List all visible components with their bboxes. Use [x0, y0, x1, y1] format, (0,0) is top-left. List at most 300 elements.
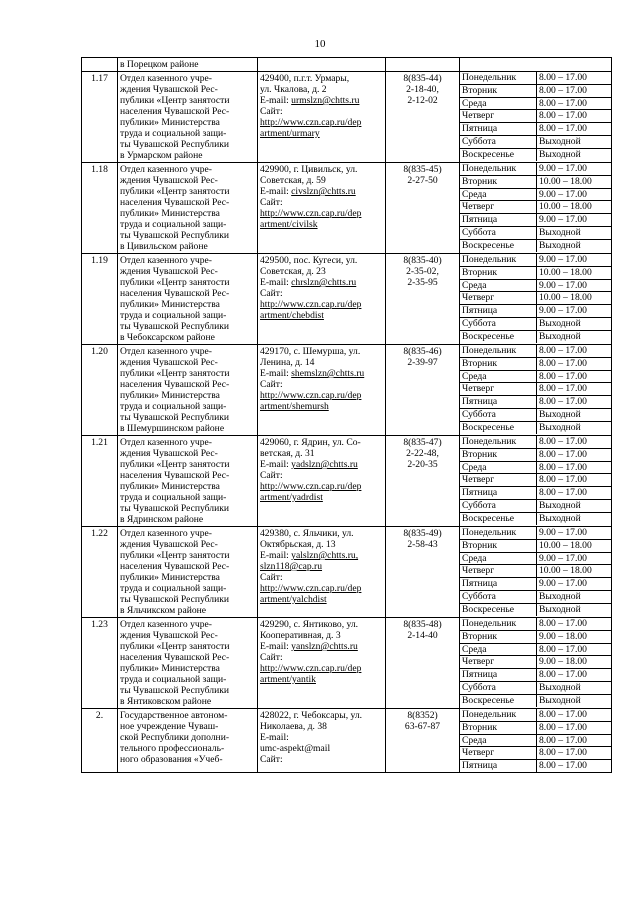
- schedule-day: Пятница: [460, 760, 537, 772]
- schedule-day: Воскресенье: [460, 603, 537, 615]
- org-line: населения Чувашской Рес-: [120, 197, 230, 208]
- schedule-row: [460, 123, 611, 136]
- phone-line: 8(835-47): [403, 437, 442, 448]
- org-line: публики» Министерства: [120, 299, 220, 310]
- address-text: 429060, г. Ядрин, ул. Со-: [260, 437, 361, 448]
- schedule-row: [460, 643, 611, 656]
- org-line: ждения Чувашской Рес-: [120, 539, 218, 550]
- website-link[interactable]: artment/yalchdist: [260, 594, 327, 605]
- org-line: ты Чувашской Республики: [120, 594, 230, 605]
- org-line: публики» Министерства: [120, 390, 220, 401]
- website-link[interactable]: artment/urmary: [260, 128, 320, 139]
- address-text: 429170, с. Шемурша, ул.: [260, 346, 361, 357]
- schedule-day: Вторник: [460, 630, 537, 643]
- schedule-day: Пятница: [460, 578, 537, 591]
- org-line: Отдел казенного учре-: [120, 73, 212, 84]
- schedule-row: [460, 734, 611, 747]
- schedule-day: Среда: [460, 734, 537, 747]
- email-line: [260, 95, 383, 106]
- address-text: 429380, с. Яльчики, ул.: [260, 528, 354, 539]
- org-line: труда и социальной защи-: [120, 583, 227, 594]
- schedule-day: Пятница: [460, 214, 537, 227]
- schedule-day: Пятница: [460, 487, 537, 500]
- website-link[interactable]: http://www.czn.cap.ru/dep: [260, 299, 362, 310]
- schedule-hours: 8.00 – 17.00: [539, 760, 587, 772]
- org-line: публики «Центр занятости: [120, 368, 230, 379]
- organization-name: [118, 709, 258, 773]
- schedule-day: Среда: [460, 370, 537, 383]
- org-line: ждения Чувашской Рес-: [120, 266, 218, 277]
- organization-name: [118, 163, 258, 254]
- email-label: E-mail:: [260, 459, 292, 470]
- org-line: Отдел казенного учре-: [120, 528, 212, 539]
- schedule-day: Понедельник: [460, 709, 537, 721]
- website-link[interactable]: http://www.czn.cap.ru/dep: [260, 481, 362, 492]
- org-line: публики» Министерства: [120, 572, 220, 583]
- website-link[interactable]: http://www.czn.cap.ru/dep: [260, 663, 362, 674]
- address-text: Кооперативная, д. 3: [260, 630, 341, 641]
- phone-numbers: [386, 527, 460, 618]
- address-text: Советская, д. 59: [260, 175, 326, 186]
- website-link[interactable]: http://www.czn.cap.ru/dep: [260, 117, 362, 128]
- phone-line: 2-20-35: [407, 459, 438, 470]
- schedule-row: [460, 681, 611, 694]
- email-link[interactable]: chrslzn@chtts.ru: [291, 277, 357, 288]
- phone-line: 8(835-44): [403, 73, 442, 84]
- address-text: 429500, пос. Кугеси, ул.: [260, 255, 358, 266]
- schedule-day: Вторник: [460, 357, 537, 370]
- org-line: ждения Чувашской Рес-: [120, 357, 218, 368]
- schedule-table: [460, 254, 611, 343]
- org-line: ное учреждение Чуваш-: [120, 721, 219, 732]
- schedule-table: [460, 709, 611, 772]
- schedule-day: Понедельник: [460, 345, 537, 357]
- schedule-hours: 8.00 – 17.00: [537, 84, 612, 97]
- row-number: 1.21: [82, 436, 118, 527]
- schedule-hours: Выходной: [539, 694, 581, 706]
- org-line: публики «Центр занятости: [120, 550, 230, 561]
- phone-numbers: [386, 163, 460, 254]
- schedule-hours: Выходной: [537, 499, 612, 512]
- address-line: [260, 288, 383, 299]
- schedule-day: Понедельник: [460, 618, 537, 630]
- schedule-hours: Выходной: [537, 317, 612, 330]
- phone-line: 2-35-95: [407, 277, 438, 288]
- website-link[interactable]: http://www.czn.cap.ru/dep: [260, 583, 362, 594]
- link-line: [260, 117, 383, 128]
- schedule-row: [460, 188, 611, 201]
- org-line: Отдел казенного учре-: [120, 437, 212, 448]
- work-schedule: [460, 254, 612, 345]
- org-line: публики» Министерства: [120, 481, 220, 492]
- org-line: Отдел казенного учре-: [120, 346, 212, 357]
- org-line: публики «Центр занятости: [120, 95, 230, 106]
- schedule-hours: 8.00 – 17.00: [537, 345, 612, 357]
- schedule-row: [460, 330, 611, 342]
- org-line: публики» Министерства: [120, 117, 220, 128]
- org-line: публики «Центр занятости: [120, 459, 230, 470]
- schedule-hours: Выходной: [537, 590, 612, 603]
- work-schedule: [460, 436, 612, 527]
- schedule-hours: 8.00 – 17.00: [537, 97, 612, 110]
- address-text: Сайт:: [260, 288, 283, 299]
- address-contacts: [258, 709, 386, 773]
- schedule-day: Пятница: [460, 669, 537, 682]
- org-line: в Порецком районе: [120, 59, 199, 70]
- org-line: ного образования «Учеб-: [120, 754, 223, 765]
- schedule-day: Вторник: [460, 84, 537, 97]
- schedule-hours: Выходной: [537, 408, 612, 421]
- address-line: [260, 710, 383, 721]
- schedule-day: Понедельник: [460, 254, 537, 266]
- schedule-day: Среда: [460, 461, 537, 474]
- schedule-day: Суббота: [460, 226, 537, 239]
- org-line: ты Чувашской Республики: [120, 139, 230, 150]
- email-link[interactable]: yanslzn@chtts.ru: [291, 641, 358, 652]
- cont-org-cell: [118, 58, 258, 72]
- schedule-row: [460, 201, 611, 214]
- address-contacts: [258, 163, 386, 254]
- table-row: [82, 527, 612, 618]
- schedule-row: [460, 499, 611, 512]
- phone-line: 63-67-87: [404, 721, 441, 732]
- schedule-day: Среда: [460, 97, 537, 110]
- work-schedule: [460, 709, 612, 773]
- schedule-hours: 8.00 – 17.00: [537, 643, 612, 656]
- org-line: в Шемуршинском районе: [120, 423, 225, 434]
- table-row: [82, 254, 612, 345]
- schedule-hours: 8.00 – 17.00: [537, 383, 612, 396]
- address-text: Сайт:: [260, 470, 283, 481]
- website-link[interactable]: artment/chebdist: [260, 310, 324, 321]
- schedule-row: [460, 97, 611, 110]
- schedule-hours: 8.00 – 17.00: [537, 618, 612, 630]
- link-line: [260, 390, 383, 401]
- address-line: [260, 528, 383, 539]
- address-line: [260, 164, 383, 175]
- schedule-row: [460, 527, 611, 539]
- address-contacts: [258, 527, 386, 618]
- address-text: Сайт:: [260, 572, 283, 583]
- email-label: E-mail:: [260, 95, 292, 106]
- org-line: публики «Центр занятости: [120, 186, 230, 197]
- org-line: труда и социальной защи-: [120, 219, 227, 230]
- email-label: E-mail:: [260, 550, 292, 561]
- link-line: [260, 128, 383, 139]
- schedule-table: [460, 345, 611, 434]
- schedule-day: Среда: [460, 552, 537, 565]
- schedule-day: Четверг: [460, 747, 537, 760]
- schedule-hours: 9.00 – 17.00: [537, 254, 612, 266]
- org-line: Отдел казенного учре-: [120, 619, 212, 630]
- schedule-row: [460, 317, 611, 330]
- work-schedule: [460, 527, 612, 618]
- phone-line: 2-22-48,: [406, 448, 439, 459]
- schedule-table: [460, 436, 611, 525]
- schedule-table: [460, 618, 611, 707]
- schedule-hours: 8.00 – 17.00: [537, 721, 612, 734]
- org-line: труда и социальной защи-: [120, 310, 227, 321]
- schedule-row: [460, 226, 611, 239]
- schedule-row: [460, 279, 611, 292]
- phone-numbers: [386, 436, 460, 527]
- org-line: тельного профессиональ-: [120, 743, 225, 754]
- schedule-hours: 10.00 – 18.00: [537, 565, 612, 578]
- schedule-hours: Выходной: [537, 135, 612, 148]
- schedule-row: [460, 487, 611, 500]
- link-line: [260, 219, 383, 230]
- table-row: [82, 618, 612, 709]
- schedule-day: Четверг: [460, 292, 537, 305]
- org-line: ты Чувашской Республики: [120, 321, 230, 332]
- schedule-row: [460, 565, 611, 578]
- row-number: 1.17: [82, 72, 118, 163]
- schedule-day: Вторник: [460, 448, 537, 461]
- schedule-hours: 8.00 – 17.00: [537, 357, 612, 370]
- email-label: E-mail:: [260, 368, 292, 379]
- org-line: ждения Чувашской Рес-: [120, 84, 218, 95]
- schedule-day: Среда: [460, 643, 537, 656]
- org-line: Отдел казенного учре-: [120, 255, 212, 266]
- table-row: [82, 436, 612, 527]
- phone-line: 2-14-40: [407, 630, 438, 641]
- link-line: [260, 594, 383, 605]
- page-number: 10: [314, 38, 326, 50]
- schedule-row: [460, 590, 611, 603]
- website-link[interactable]: artment/yadrdist: [260, 492, 323, 503]
- email-link[interactable]: urmslzn@chtts.ru: [291, 95, 360, 106]
- schedule-row: [460, 721, 611, 734]
- org-line: труда и социальной защи-: [120, 674, 227, 685]
- org-line: ты Чувашской Республики: [120, 230, 230, 241]
- address-line: [260, 84, 383, 95]
- org-line: публики «Центр занятости: [120, 277, 230, 288]
- address-line: [260, 754, 383, 765]
- schedule-day: Пятница: [460, 123, 537, 136]
- work-schedule: [460, 163, 612, 254]
- schedule-row: [460, 110, 611, 123]
- schedule-row: [460, 474, 611, 487]
- email-link[interactable]: yalslzn@chtts.ru,: [291, 550, 359, 561]
- link-line: [260, 401, 383, 412]
- org-line: Государственное автоном-: [120, 710, 228, 721]
- website-link[interactable]: artment/yantik: [260, 674, 316, 685]
- address-line: [260, 357, 383, 368]
- schedule-row: [460, 84, 611, 97]
- website-link[interactable]: http://www.czn.cap.ru/dep: [260, 390, 362, 401]
- schedule-hours: 8.00 – 17.00: [537, 709, 612, 721]
- address-line: [260, 721, 383, 732]
- email-link[interactable]: shemslzn@chtts.ru: [291, 368, 365, 379]
- schedule-day: Понедельник: [460, 163, 537, 175]
- row-number: 1.20: [82, 345, 118, 436]
- schedule-table: [460, 72, 611, 161]
- link-line: [260, 299, 383, 310]
- row-number: 1.19: [82, 254, 118, 345]
- schedule-hours: Выходной: [539, 603, 581, 615]
- org-line: ской Республики дополни-: [120, 732, 230, 743]
- row-number: 2.: [82, 709, 118, 773]
- schedule-row: [460, 266, 611, 279]
- schedule-hours: 9.00 – 17.00: [537, 279, 612, 292]
- org-line: труда и социальной защи-: [120, 492, 227, 503]
- row-number: 1.23: [82, 618, 118, 709]
- schedule-row: [460, 370, 611, 383]
- schedule-row: [460, 760, 611, 772]
- org-line: в Цивильском районе: [120, 241, 208, 252]
- schedule-day: Воскресенье: [460, 421, 537, 433]
- address-text: Октябрьская, д. 13: [260, 539, 336, 550]
- schedule-day: Воскресенье: [460, 330, 537, 342]
- row-number: 1.18: [82, 163, 118, 254]
- schedule-hours: Выходной: [537, 226, 612, 239]
- schedule-hours: 10.00 – 18.00: [537, 266, 612, 279]
- schedule-hours: 8.00 – 17.00: [537, 747, 612, 760]
- schedule-day: Четверг: [460, 383, 537, 396]
- schedule-day: Понедельник: [460, 436, 537, 448]
- schedule-row: [460, 618, 611, 630]
- schedule-hours: 9.00 – 17.00: [537, 188, 612, 201]
- address-line: [260, 743, 383, 754]
- continuation-row: [82, 58, 612, 72]
- org-line: ты Чувашской Республики: [120, 412, 230, 423]
- email-link[interactable]: civslzn@chtts.ru: [291, 186, 356, 197]
- table-row: [82, 709, 612, 773]
- schedule-day: Вторник: [460, 539, 537, 552]
- org-line: Отдел казенного учре-: [120, 164, 212, 175]
- schedule-table: [460, 163, 611, 252]
- org-line: населения Чувашской Рес-: [120, 561, 230, 572]
- cont-phone-cell: [386, 58, 460, 72]
- schedule-row: [460, 512, 611, 524]
- schedule-row: [460, 694, 611, 706]
- schedule-day: Пятница: [460, 305, 537, 318]
- org-line: труда и социальной защи-: [120, 128, 227, 139]
- schedule-day: Суббота: [460, 590, 537, 603]
- address-line: [260, 572, 383, 583]
- cont-addr-cell: [258, 58, 386, 72]
- email-line: [260, 459, 383, 470]
- website-link[interactable]: artment/shemursh: [260, 401, 329, 412]
- address-line: [260, 266, 383, 277]
- schedule-day: Понедельник: [460, 72, 537, 84]
- link-line: [260, 674, 383, 685]
- schedule-hours: 10.00 – 18.00: [537, 539, 612, 552]
- schedule-row: [460, 163, 611, 175]
- address-text: 429400, п.г.т. Урмары,: [260, 73, 350, 84]
- org-line: публики» Министерства: [120, 663, 220, 674]
- schedule-hours: Выходной: [539, 330, 581, 342]
- schedule-row: [460, 461, 611, 474]
- schedule-row: [460, 656, 611, 669]
- phone-line: 2-39-97: [407, 357, 438, 368]
- schedule-day: Воскресенье: [460, 694, 537, 706]
- schedule-hours: 9.00 – 17.00: [537, 305, 612, 318]
- link-line: [260, 481, 383, 492]
- schedule-day: Суббота: [460, 317, 537, 330]
- schedule-hours: Выходной: [537, 681, 612, 694]
- address-contacts: [258, 72, 386, 163]
- address-text: ветская, д. 31: [260, 448, 315, 459]
- org-line: публики «Центр занятости: [120, 641, 230, 652]
- address-line: [260, 255, 383, 266]
- org-line: ты Чувашской Республики: [120, 685, 230, 696]
- schedule-hours: 9.00 – 17.00: [537, 163, 612, 175]
- email-link[interactable]: yadslzn@chtts.ru: [291, 459, 358, 470]
- schedule-day: Понедельник: [460, 527, 537, 539]
- schedule-row: [460, 408, 611, 421]
- schedule-day: Воскресенье: [460, 148, 537, 160]
- schedule-hours: Выходной: [539, 421, 581, 433]
- website-link[interactable]: slzn118@cap.ru: [260, 561, 323, 572]
- link-line: [260, 492, 383, 503]
- org-line: в Ядринском районе: [120, 514, 204, 525]
- schedule-hours: 10.00 – 18.00: [537, 175, 612, 188]
- schedule-hours: 8.00 – 17.00: [537, 734, 612, 747]
- org-line: населения Чувашской Рес-: [120, 470, 230, 481]
- email-label: E-mail:: [260, 186, 292, 197]
- address-contacts: [258, 436, 386, 527]
- address-line: [260, 630, 383, 641]
- address-text: 429290, с. Янтиково, ул.: [260, 619, 359, 630]
- schedule-day: Воскресенье: [460, 239, 537, 251]
- schedule-day: Четверг: [460, 201, 537, 214]
- schedule-day: Среда: [460, 279, 537, 292]
- schedule-row: [460, 709, 611, 721]
- schedule-row: [460, 578, 611, 591]
- phone-line: 8(8352): [407, 710, 438, 721]
- table-row: [82, 345, 612, 436]
- schedule-row: [460, 421, 611, 433]
- link-line: [260, 663, 383, 674]
- schedule-row: [460, 383, 611, 396]
- cont-sched-cell: [460, 58, 612, 72]
- schedule-day: Суббота: [460, 135, 537, 148]
- address-line: [260, 175, 383, 186]
- phone-line: 2-18-40,: [406, 84, 439, 95]
- website-link[interactable]: http://www.czn.cap.ru/dep: [260, 208, 362, 219]
- schedule-row: [460, 175, 611, 188]
- address-line: [260, 539, 383, 550]
- schedule-row: [460, 148, 611, 160]
- schedule-row: [460, 239, 611, 251]
- address-text: Ленина, д. 14: [260, 357, 315, 368]
- org-line: в Чебоксарском районе: [120, 332, 215, 343]
- schedule-row: [460, 747, 611, 760]
- phone-numbers: [386, 618, 460, 709]
- schedule-hours: 8.00 – 17.00: [537, 72, 612, 84]
- organization-name: [118, 254, 258, 345]
- address-line: [260, 437, 383, 448]
- work-schedule: [460, 72, 612, 163]
- website-link[interactable]: artment/civilsk: [260, 219, 318, 230]
- schedule-row: [460, 669, 611, 682]
- schedule-hours: 9.00 – 17.00: [537, 214, 612, 227]
- email-label: E-mail:: [260, 277, 292, 288]
- email-line: [260, 277, 383, 288]
- schedule-hours: 8.00 – 17.00: [537, 370, 612, 383]
- address-contacts: [258, 254, 386, 345]
- address-line: [260, 379, 383, 390]
- link-line: [260, 208, 383, 219]
- organization-name: [118, 345, 258, 436]
- schedule-row: [460, 214, 611, 227]
- schedule-row: [460, 135, 611, 148]
- org-line: в Яльчикском районе: [120, 605, 207, 616]
- phone-numbers: [386, 345, 460, 436]
- schedule-hours: 9.00 – 17.00: [537, 552, 612, 565]
- table-row: [82, 72, 612, 163]
